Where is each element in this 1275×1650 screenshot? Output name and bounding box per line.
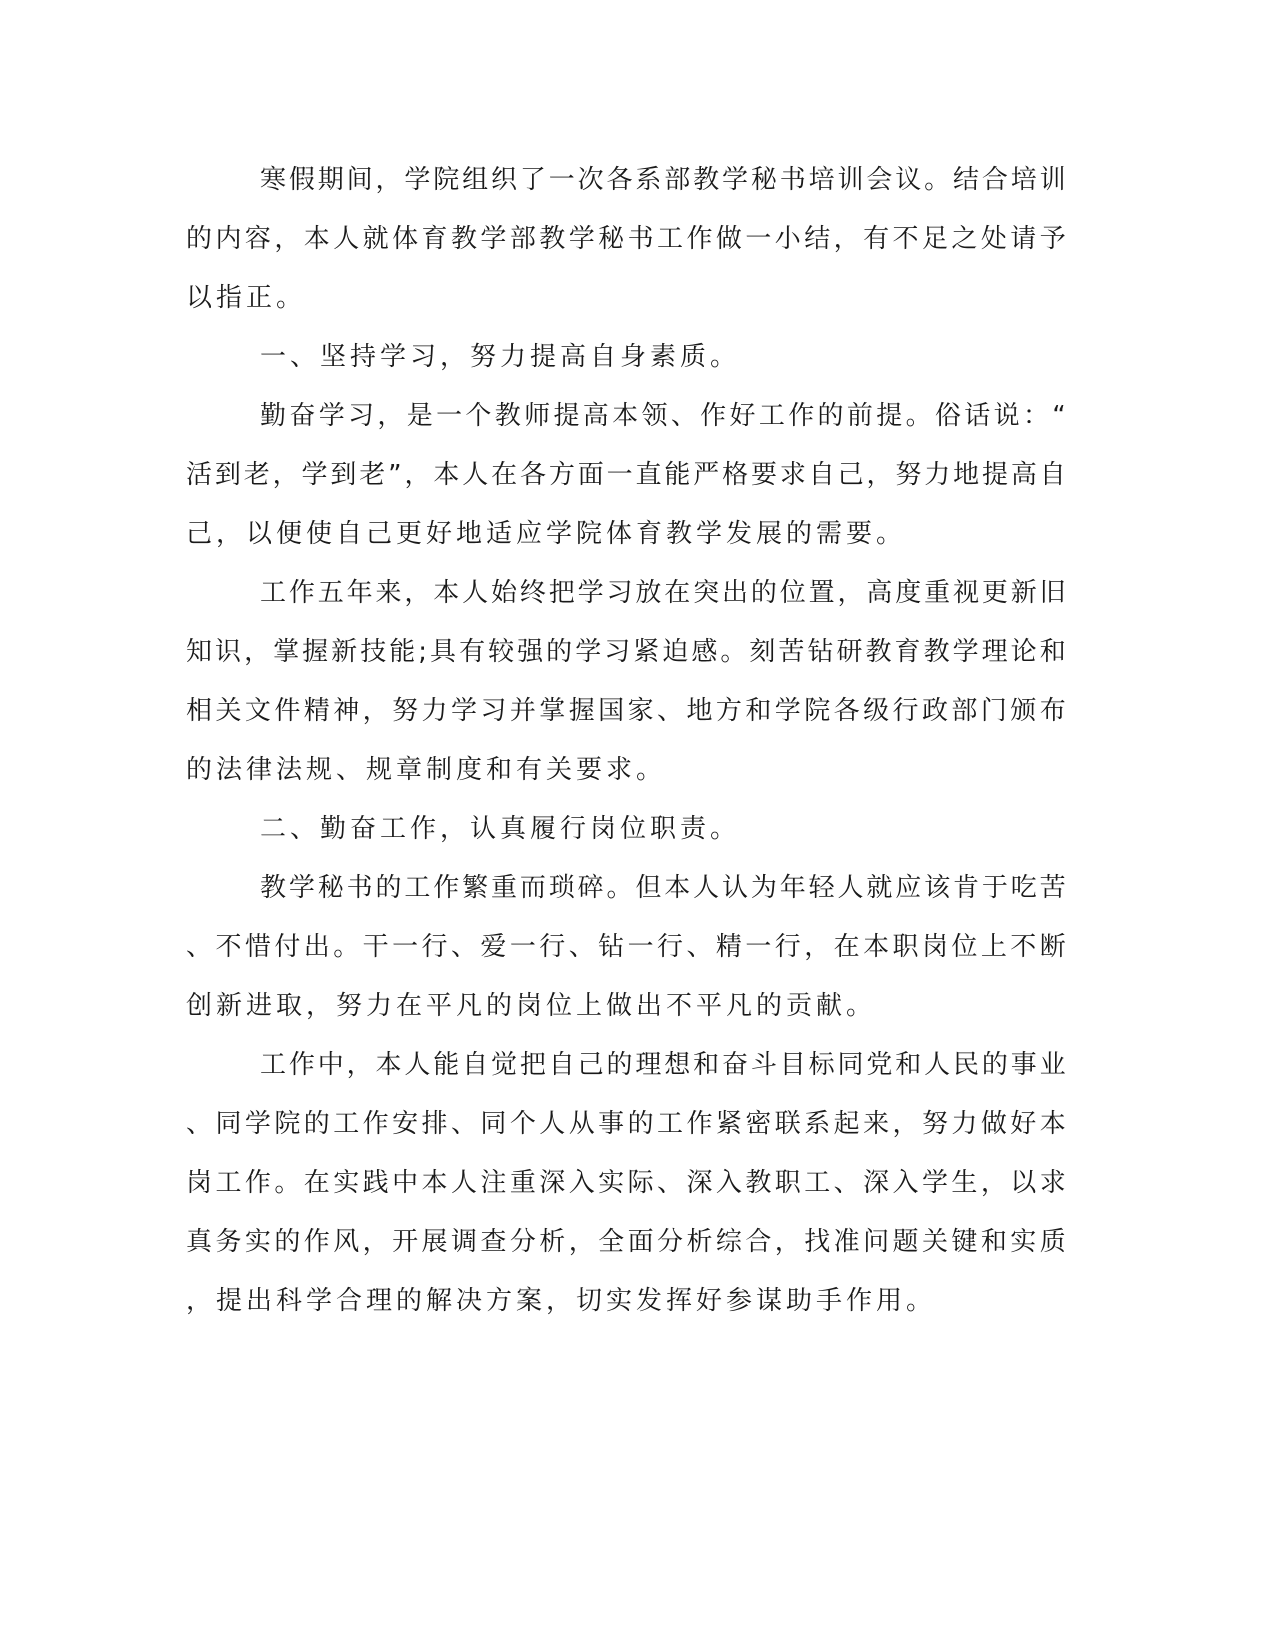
text-line: 真 务 实 的 作 风 ， 开 展 调 查 分 析 ， 全 面 分 析 综 合 ， 找 准 问 题 关 键 和 实 质 [186,1227,1066,1257]
text-line: 知 识 ， 掌 握 新 技 能 ; 具 有 较 强 的 学 习 紧 迫 感 。 刻 苦 钻 研 教 育 教 学 理 论 和 [186,637,1066,667]
text-line: 岗 工 作 。 在 实 践 中 本 人 注 重 深 入 实 际 、 深 入 教 职 工 、 深 入 学 生 ， 以 求 [186,1168,1066,1198]
text-line: 工 作 中 ， 本 人 能 自 觉 把 自 己 的 理 想 和 奋 斗 目 标 同 党 和 人 民 的 事 业 [260,1050,1066,1080]
text-line: 工 作 五 年 来 ， 本 人 始 终 把 学 习 放 在 突 出 的 位 置 ， 高 度 重 视 更 新 旧 [260,578,1066,608]
text-line: 勤 奋 学 习 ， 是 一 个 教 师 提 高 本 领 、 作 好 工 作 的 前 提 。 俗 话 说 ： “ [260,401,1066,431]
text-line: 的法律法规、规章制度和有关要求。 [186,755,667,785]
text-line: 相 关 文 件 精 神 ， 努 力 学 习 并 掌 握 国 家 、 地 方 和 学 院 各 级 行 政 部 门 颁 布 [186,696,1066,726]
text-line: 的 内 容 ， 本 人 就 体 育 教 学 部 教 学 秘 书 工 作 做 一 小 结 ， 有 不 足 之 处 请 予 [186,224,1066,254]
text-line: 创新进取，努力在平凡的岗位上做出不平凡的贡献。 [186,991,877,1021]
text-line: 活 到 老 ， 学 到 老 ” ， 本 人 在 各 方 面 一 直 能 严 格 要 求 自 己 ， 努 力 地 提 高 自 [186,460,1066,490]
text-line: ，提出科学合理的解决方案，切实发挥好参谋助手作用。 [186,1286,937,1316]
text-line: 以指正。 [186,283,307,313]
text-line: 寒 假 期 间 ， 学 院 组 织 了 一 次 各 系 部 教 学 秘 书 培 训 会 议 。 结 合 培 训 [260,165,1066,195]
section-heading: 二、勤奋工作，认真履行岗位职责。 [260,814,741,844]
text-line: 、 同 学 院 的 工 作 安 排 、 同 个 人 从 事 的 工 作 紧 密 联 系 起 来 ， 努 力 做 好 本 [186,1109,1066,1139]
text-line: 教 学 秘 书 的 工 作 繁 重 而 琐 碎 。 但 本 人 认 为 年 轻 人 就 应 该 肯 于 吃 苦 [260,873,1066,903]
text-line: 己，以便使自己更好地适应学院体育教学发展的需要。 [186,519,907,549]
section-heading: 一、坚持学习，努力提高自身素质。 [260,342,741,372]
text-line: 、 不 惜 付 出 。 干 一 行 、 爱 一 行 、 钻 一 行 、 精 一 行 ， 在 本 职 岗 位 上 不 断 [186,932,1066,962]
